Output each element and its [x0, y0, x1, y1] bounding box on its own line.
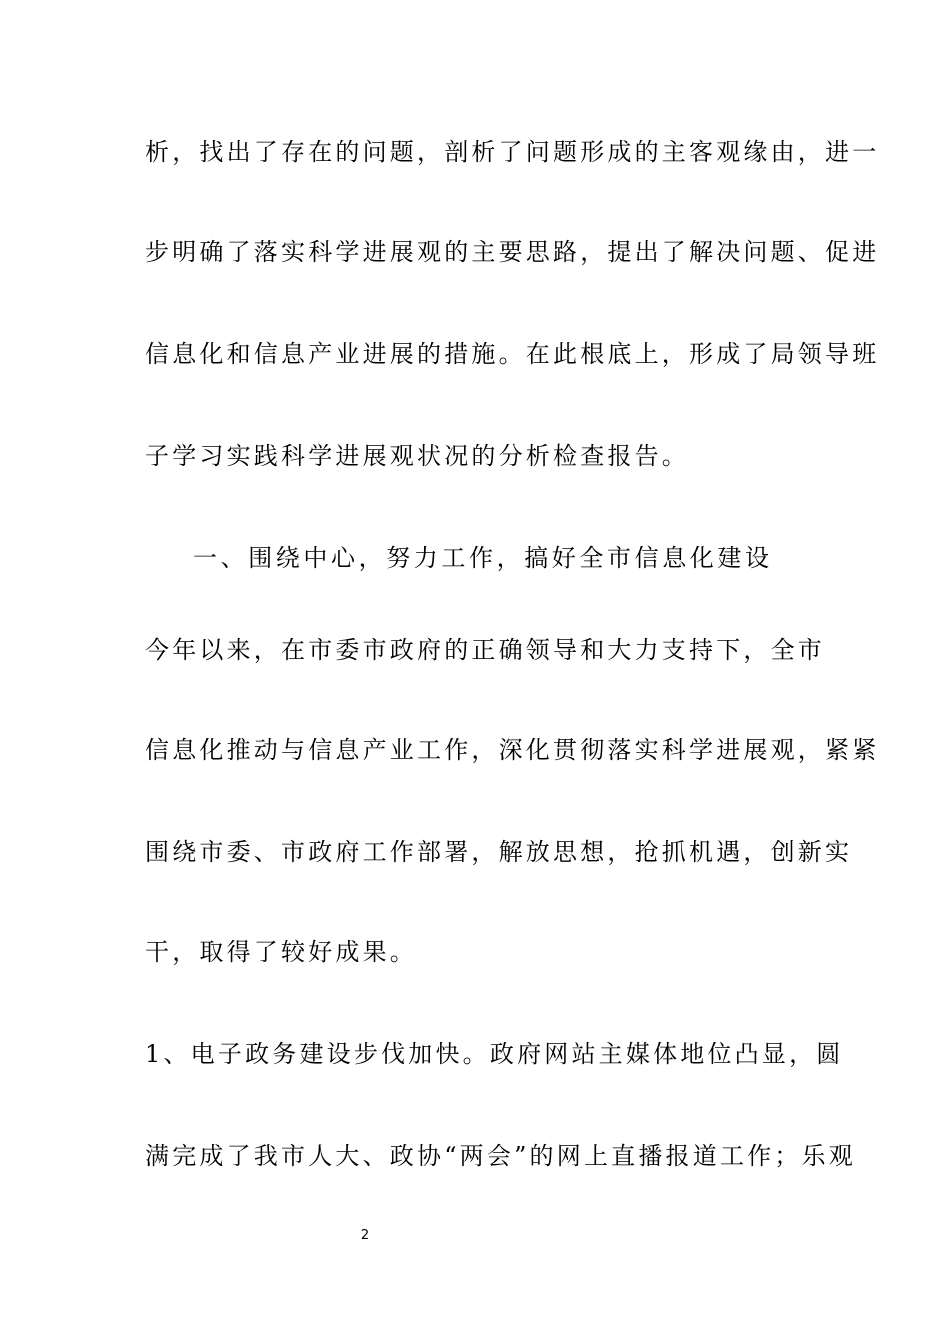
paragraph-line: 信息化和信息产业进展的措施。在此根底上，形成了局领导班: [145, 340, 880, 368]
section-heading: 一、围绕中心，努力工作，搞好全市信息化建设: [193, 544, 773, 572]
paragraph-line: 步明确了落实科学进展观的主要思路，提出了解决问题、促进: [145, 238, 880, 266]
paragraph-line: 干，取得了较好成果。: [145, 938, 417, 966]
paragraph-line: 析，找出了存在的问题，剖析了问题形成的主客观缘由，进一: [145, 138, 880, 166]
paragraph-line: 信息化推动与信息产业工作，深化贯彻落实科学进展观，紧紧: [145, 736, 880, 764]
paragraph-line: 满完成了我市人大、政协“两会”的网上直播报道工作；乐观: [145, 1142, 856, 1170]
paragraph-line: 子学习实践科学进展观状况的分析检查报告。: [145, 442, 689, 470]
paragraph-line: 今年以来，在市委市政府的正确领导和大力支持下，全市: [145, 636, 825, 664]
paragraph-line: 围绕市委、市政府工作部署，解放思想，抢抓机遇，创新实: [145, 838, 853, 866]
page-number: 2: [360, 1228, 370, 1243]
paragraph-line: 1、电子政务建设步伐加快。政府网站主媒体地位凸显，圆: [145, 1040, 844, 1068]
